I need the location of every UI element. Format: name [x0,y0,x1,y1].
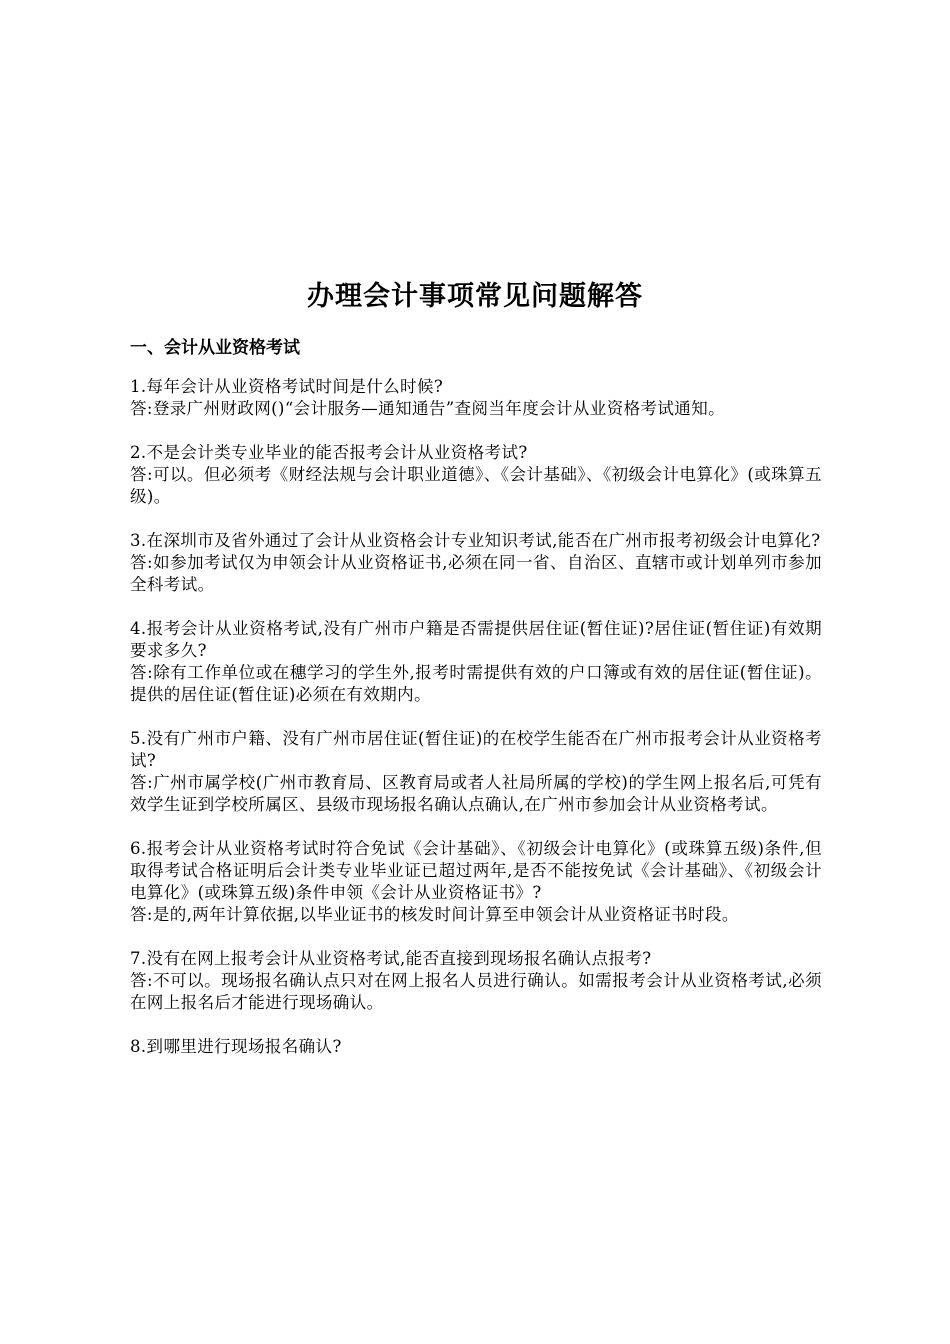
answer-6: 答:是的,两年计算依据,以毕业证书的核发时间计算至申领会计从业资格证书时段。 [130,905,739,924]
answer-2: 答:可以。但必须考《财经法规与会计职业道德》、《会计基础》、《初级会计电算化》(或珠算五级)。 [130,465,822,506]
qa-item-3 [130,530,822,596]
answer-1: 答:登录广州财政网()“会计服务—通知通告”查阅当年度会计从业资格考试通知。 [130,399,726,418]
qa-item-4 [130,618,822,706]
question-4: 4.报考会计从业资格考试,没有广州市户籍是否需提供居住证(暂住证)?居住证(暂住证)有效期要求多久? [130,619,822,660]
qa-item-1 [130,376,822,420]
question-3: 3.在深圳市及省外通过了会计从业资格会计专业知识考试,能否在广州市报考初级会计电算化? [130,531,821,550]
answer-7: 答:不可以。现场报名确认点只对在网上报名人员进行确认。如需报考会计从业资格考试,必须在网上报名后才能进行现场确认。 [130,971,822,1012]
question-6: 6.报考会计从业资格考试时符合免试《会计基础》、《初级会计电算化》(或珠算五级)条件,但取得考试合格证明后会计类专业毕业证已超过两年,是否不能按免试《会计基础》、《初级会计电算化》(或珠算五级)条件申领《会计从业资格证书》? [130,839,822,902]
answer-5: 答:广州市属学校(广州市教育局、区教育局或者人社局所属的学校)的学生网上报名后,可凭有效学生证到学校所属区、县级市现场报名确认点确认,在广州市参加会计从业资格考试。 [130,773,822,814]
question-2: 2.不是会计类专业毕业的能否报考会计从业资格考试? [130,443,528,462]
qa-list [130,376,822,1080]
answer-3: 答:如参加考试仅为申领会计从业资格证书,必须在同一省、自治区、直辖市或计划单列市参加全科考试。 [130,553,822,594]
qa-item-8 [130,1036,822,1058]
qa-item-7 [130,948,822,1014]
section-heading: 一、会计从业资格考试 [130,338,300,358]
question-8: 8.到哪里进行现场报名确认? [130,1037,342,1056]
question-5: 5.没有广州市户籍、没有广州市居住证(暂住证)的在校学生能否在广州市报考会计从业资格考试? [130,729,822,770]
qa-item-6 [130,838,822,926]
qa-item-2 [130,442,822,508]
document-title: 办理会计事项常见问题解答 [307,281,643,312]
qa-item-5 [130,728,822,816]
answer-4: 答:除有工作单位或在穗学习的学生外,报考时需提供有效的户口簿或有效的居住证(暂住证)。提供的居住证(暂住证)必须在有效期内。 [130,663,822,704]
question-1: 1.每年会计从业资格考试时间是什么时候? [130,377,444,396]
question-7: 7.没有在网上报考会计从业资格考试,能否直接到现场报名确认点报考? [130,949,652,968]
